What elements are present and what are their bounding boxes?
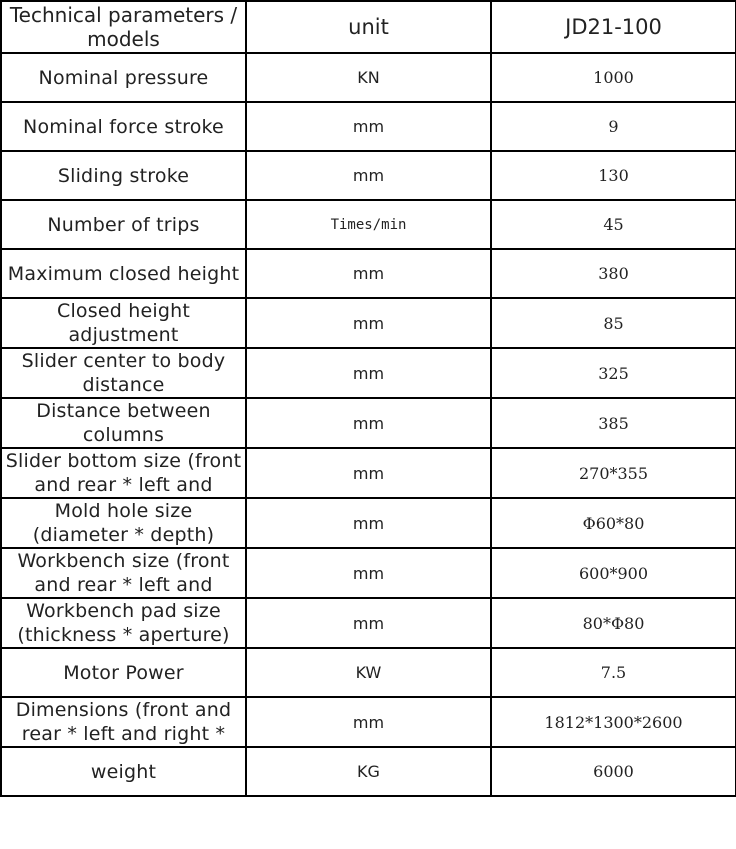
value-cell: Φ60*80: [491, 498, 736, 548]
value-cell: 1812*1300*2600: [491, 697, 736, 747]
value-cell: 1000: [491, 53, 736, 102]
unit-cell: mm: [246, 348, 491, 398]
header-row: [1, 1, 736, 53]
unit-cell: mm: [246, 448, 491, 498]
param-label: Dimensions (front and rear * left and right *: [15, 699, 232, 745]
param-cell: [1, 200, 246, 249]
unit-cell: mm: [246, 498, 491, 548]
unit-cell: mm: [246, 398, 491, 448]
param-label: Mold hole size (diameter * depth): [32, 500, 215, 546]
value-cell: 385: [491, 398, 736, 448]
unit-cell: KN: [246, 53, 491, 102]
table-row: [1, 697, 736, 747]
unit-cell: mm: [246, 697, 491, 747]
unit-cell: mm: [246, 102, 491, 151]
table-row: [1, 448, 736, 498]
table-row: [1, 398, 736, 448]
param-cell: [1, 151, 246, 200]
table-row: [1, 102, 736, 151]
param-label: Sliding stroke: [57, 164, 190, 187]
value-cell: 600*900: [491, 548, 736, 598]
table-row: [1, 498, 736, 548]
value-cell: 7.5: [491, 648, 736, 697]
table-row: [1, 747, 736, 796]
param-label: Maximum closed height: [7, 262, 240, 285]
param-label: Slider center to body distance: [21, 350, 226, 396]
value-cell: 380: [491, 249, 736, 298]
value-cell: 45: [491, 200, 736, 249]
table-row: [1, 151, 736, 200]
value-cell: 80*Φ80: [491, 598, 736, 648]
param-cell: [1, 448, 246, 498]
value-cell: 270*355: [491, 448, 736, 498]
param-label: Nominal pressure: [38, 66, 209, 89]
param-cell: [1, 298, 246, 348]
param-cell: [1, 398, 246, 448]
param-cell: [1, 747, 246, 796]
param-label: Closed height adjustment: [56, 300, 191, 346]
header-model: JD21-100: [491, 1, 736, 53]
value-cell: 6000: [491, 747, 736, 796]
table-row: [1, 200, 736, 249]
unit-cell: KG: [246, 747, 491, 796]
value-cell: 85: [491, 298, 736, 348]
param-label: Distance between columns: [36, 400, 211, 446]
param-label: Slider bottom size (front and rear * left and: [5, 450, 242, 496]
unit-cell: mm: [246, 298, 491, 348]
param-cell: [1, 648, 246, 697]
unit-cell: Times/min: [246, 200, 491, 249]
header-param: Technical parameters / models: [1, 1, 246, 53]
table-row: [1, 348, 736, 398]
table-row: [1, 648, 736, 697]
value-cell: 9: [491, 102, 736, 151]
header-unit: unit: [246, 1, 491, 53]
table-row: [1, 249, 736, 298]
unit-cell: KW: [246, 648, 491, 697]
param-cell: [1, 249, 246, 298]
param-cell: [1, 53, 246, 102]
table-row: [1, 598, 736, 648]
table-row: [1, 548, 736, 598]
unit-cell: mm: [246, 598, 491, 648]
param-label: Number of trips: [47, 213, 200, 236]
param-label: Nominal force stroke: [23, 115, 224, 138]
param-cell: [1, 598, 246, 648]
param-label: weight: [90, 760, 157, 783]
param-label: Workbench pad size (thickness * aperture): [17, 600, 230, 646]
param-cell: [1, 548, 246, 598]
value-cell: 130: [491, 151, 736, 200]
unit-cell: mm: [246, 548, 491, 598]
unit-cell: mm: [246, 249, 491, 298]
unit-cell: mm: [246, 151, 491, 200]
param-cell: [1, 102, 246, 151]
table-row: [1, 53, 736, 102]
param-label: Motor Power: [63, 661, 184, 684]
value-cell: 325: [491, 348, 736, 398]
param-cell: [1, 697, 246, 747]
param-cell: [1, 498, 246, 548]
param-cell: [1, 348, 246, 398]
table-row: [1, 298, 736, 348]
param-label: Workbench size (front and rear * left and: [17, 550, 230, 596]
